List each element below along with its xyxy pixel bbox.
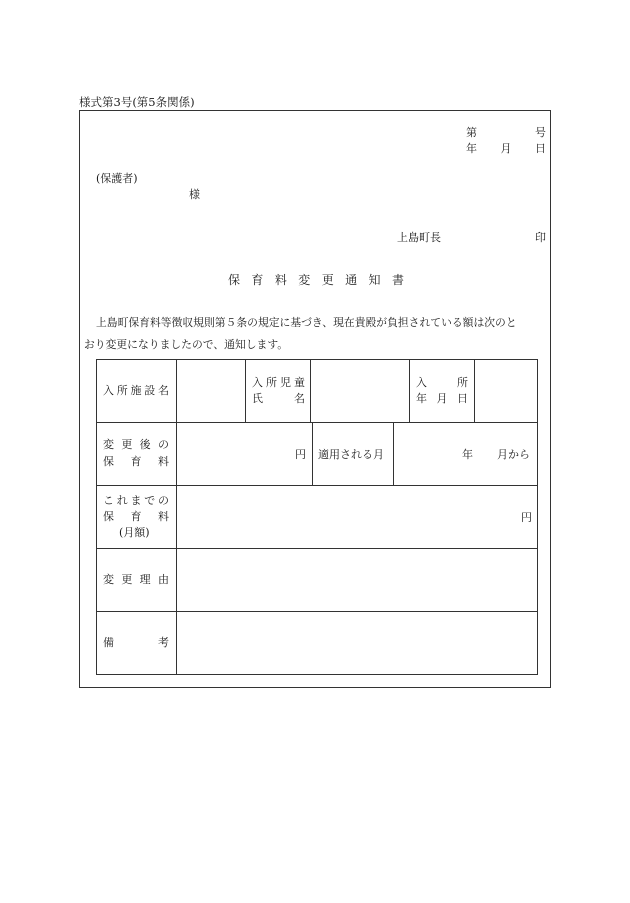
form-number-label: 様式第3号(第5条関係) <box>79 95 195 109</box>
label-char: 月 <box>436 392 448 405</box>
document-title <box>228 271 404 288</box>
child-label-bottom <box>252 391 305 407</box>
label-char: 育 <box>130 455 142 468</box>
label-char: 料 <box>158 510 169 523</box>
label-char: 料 <box>158 455 169 468</box>
title-char: 通 <box>345 273 358 287</box>
title-char: 更 <box>321 273 334 287</box>
honorific-sama: 様 <box>189 188 200 201</box>
title-char: 書 <box>391 273 404 287</box>
sender-title: 上島町長 <box>397 231 441 244</box>
document-number-line <box>466 124 546 140</box>
label-char: 変 <box>103 438 114 451</box>
applied-month-label: 適用される月 <box>318 448 384 461</box>
label-char: 育 <box>130 510 142 523</box>
label-char: の <box>158 494 169 507</box>
change-reason-label <box>103 572 169 588</box>
cell-divider <box>393 422 394 485</box>
label-char: 名 <box>158 384 169 397</box>
label-char: 施 <box>130 384 142 397</box>
cell-divider <box>245 359 246 422</box>
label-char: こ <box>103 494 114 507</box>
new-fee-label-top <box>103 437 169 453</box>
label-char: 保 <box>103 455 114 468</box>
title-char: 保 <box>228 273 241 287</box>
applied-from-month: 月から <box>497 448 530 461</box>
label-char: ま <box>130 494 142 507</box>
old-fee-label-mid <box>103 509 169 525</box>
row-divider <box>96 611 538 612</box>
label-char: 理 <box>139 573 151 586</box>
label-char: 入 <box>416 376 427 389</box>
label-char: 保 <box>103 510 114 523</box>
label-char: 名 <box>294 392 305 405</box>
guardian-label: (保護者) <box>96 172 138 185</box>
old-fee-monthly-label: (月額) <box>119 526 150 539</box>
label-char: れ <box>116 494 128 507</box>
label-char: 所 <box>266 376 277 389</box>
label-char: で <box>144 494 156 507</box>
label-char: の <box>157 438 169 451</box>
new-fee-yen: 円 <box>295 448 306 461</box>
title-char: 変 <box>298 273 311 287</box>
cell-divider <box>312 422 313 485</box>
entry-date-label-bottom <box>416 391 468 407</box>
label-char: 入 <box>103 384 114 397</box>
row-divider <box>96 548 538 549</box>
label-column-divider <box>176 359 177 675</box>
label-char: 更 <box>121 438 133 451</box>
old-fee-yen: 円 <box>521 511 532 524</box>
date-day: 日 <box>535 142 546 155</box>
label-char: 更 <box>121 573 133 586</box>
label-char: 変 <box>103 573 114 586</box>
title-char: 知 <box>368 273 381 287</box>
number-prefix: 第 <box>466 126 477 139</box>
old-fee-label-top <box>103 493 169 509</box>
document-date-line <box>466 140 546 156</box>
label-char: 所 <box>116 384 128 397</box>
cell-divider <box>474 359 475 422</box>
label-char: 児 <box>280 376 291 389</box>
label-char: 童 <box>294 376 305 389</box>
label-char: 日 <box>457 392 468 405</box>
label-char: 年 <box>416 392 427 405</box>
label-char: 入 <box>252 376 263 389</box>
label-char: 設 <box>144 384 156 397</box>
number-suffix: 号 <box>535 126 546 139</box>
row-divider <box>96 422 538 423</box>
child-label-top <box>252 375 305 391</box>
label-char: 所 <box>457 376 468 389</box>
title-char: 料 <box>274 273 287 287</box>
body-text-line-2: おり変更になりましたので、通知します。 <box>84 338 289 351</box>
new-fee-label-bottom <box>103 454 169 470</box>
date-year: 年 <box>466 142 477 155</box>
label-char: 備 <box>103 636 114 649</box>
facility-name-label <box>103 383 169 399</box>
title-char: 育 <box>251 273 264 287</box>
label-char: 後 <box>139 438 151 451</box>
row-divider <box>96 485 538 486</box>
remarks-label <box>103 635 169 651</box>
date-month: 月 <box>500 142 512 155</box>
seal-mark: 印 <box>535 231 546 244</box>
body-text-line-1: 上島町保育料等徴収規則第５条の規定に基づき、現在貴殿が負担されている額は次のと <box>96 316 517 329</box>
applied-year-unit: 年 <box>462 448 473 461</box>
label-char: 氏 <box>252 392 263 405</box>
label-char: 由 <box>157 573 169 586</box>
entry-date-label-top <box>416 375 468 391</box>
label-char: 考 <box>158 636 169 649</box>
cell-divider <box>310 359 311 422</box>
cell-divider <box>409 359 410 422</box>
